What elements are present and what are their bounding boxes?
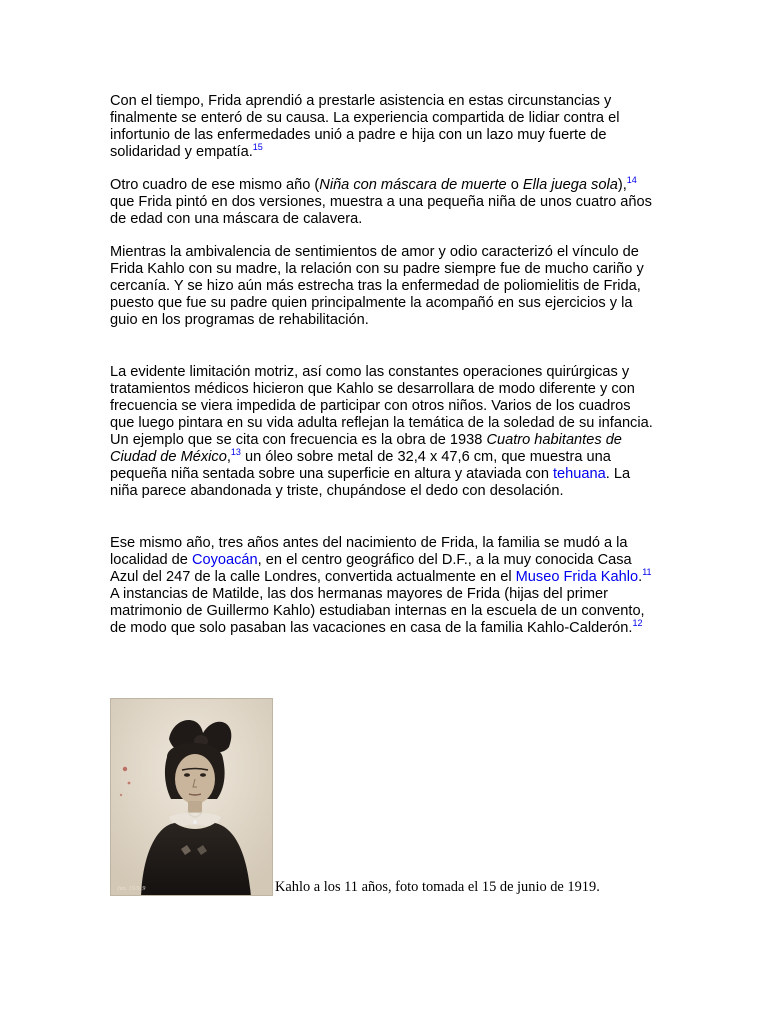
footnote-link-11[interactable]: 11	[642, 567, 652, 578]
paragraph-2	[110, 177, 655, 228]
paragraph-2-close: ),	[617, 177, 627, 193]
footnote-link-14[interactable]: 14	[626, 175, 637, 186]
document-body	[110, 93, 655, 637]
artwork-title-nina-mascara: Niña con máscara de muerte	[319, 177, 507, 193]
link-coyoacan[interactable]: Coyoacán	[191, 552, 258, 568]
link-tehuana[interactable]: tehuana	[553, 466, 606, 482]
paragraph-1	[110, 93, 655, 161]
paragraph-1-text: Con el tiempo, Frida aprendió a prestarle asistencia en estas circunstancias y finalmente se enteró de su causa. La experiencia compartida de lidiar contra el infortunio de las enfermedades unió a padre e hija con un lazo muy fuerte de solidaridad y empatía.	[110, 93, 620, 160]
paragraph-5	[110, 535, 655, 637]
artwork-title-cuatro-habitantes: Cuatro habitantes de Ciudad de México	[110, 432, 622, 465]
paragraph-3-text: Mientras la ambivalencia de sentimientos de amor y odio caracterizó el vínculo de Frida Kahlo con su madre, la relación con su padre siempre fue de mucho cariño y cercanía. Y se hizo aún más estrecha tras la enfermedad de poliomielitis de Frida, puesto que fue su padre quien principalmente la acompañó en sus ejercicios y la guio en los programas de rehabilitación.	[110, 244, 644, 328]
paragraph-3	[110, 244, 655, 329]
paragraph-2-after: que Frida pintó en dos versiones, muestra a una pequeña niña de unos cuatro años de edad con una máscara de calavera.	[110, 194, 652, 227]
footnote-ref-13[interactable]	[231, 447, 241, 457]
paragraph-4-comma: ,	[226, 449, 231, 465]
footnote-ref-15[interactable]	[253, 142, 263, 152]
footnote-ref-12[interactable]	[632, 618, 642, 628]
photo-inscription: Jun. 15/919	[117, 886, 146, 892]
artwork-title-ella-juega-sola: Ella juega sola	[522, 177, 618, 193]
footnote-ref-14[interactable]	[627, 175, 637, 185]
paragraph-5-before: Ese mismo año, tres años antes del nacimiento de Frida, la familia se mudó a la localidad de	[110, 535, 628, 568]
paragraph-4-after: . La niña parece abandonada y triste, chupándose el dedo con desolación.	[110, 466, 631, 499]
footnote-link-13[interactable]: 13	[230, 447, 241, 458]
footnote-link-12[interactable]: 12	[632, 618, 643, 629]
paragraph-4	[110, 364, 655, 500]
paragraph-2-mid: o	[506, 177, 523, 193]
photo-caption: Kahlo a los 11 años, foto tomada el 15 de junio de 1919.	[275, 879, 600, 895]
paragraph-2-before: Otro cuadro de ese mismo año (	[110, 177, 320, 193]
paragraph-5-mid2: .	[638, 569, 643, 585]
link-museo-frida-kahlo[interactable]: Museo Frida Kahlo	[515, 569, 639, 585]
paragraph-5-mid3: A instancias de Matilde, las dos hermanas mayores de Frida (hijas del primer matrimonio de Guillermo Kahlo) estudiaban internas en la escuela de un convento, de modo que solo pasaban las vacaciones en casa de la familia Kahlo-Calderón.	[110, 586, 645, 636]
footnote-link-15[interactable]: 15	[252, 142, 263, 153]
paragraph-5-mid1: , en el centro geográfico del D.F., a la muy conocida Casa Azul del 247 de la calle Londres, convertida actualmente en el	[110, 552, 632, 585]
portrait-illustration	[111, 699, 273, 896]
figure	[110, 698, 600, 896]
footnote-ref-11[interactable]	[642, 567, 651, 577]
paragraph-4-mid: un óleo sobre metal de 32,4 x 47,6 cm, que muestra una pequeña niña sentada sobre una superficie en altura y ataviada con	[110, 449, 611, 482]
paragraph-4-before: La evidente limitación motriz, así como las constantes operaciones quirúrgicas y tratamientos médicos hicieron que Kahlo se desarrollara de modo diferente y con frecuencia se viera impedida de participar con otros niños. Varios de los cuadros que luego pintara en su vida adulta reflejan la temática de la soledad de su infancia. Un ejemplo que se cita con frecuencia es la obra de 1938	[110, 364, 653, 448]
portrait-photo	[110, 698, 273, 896]
